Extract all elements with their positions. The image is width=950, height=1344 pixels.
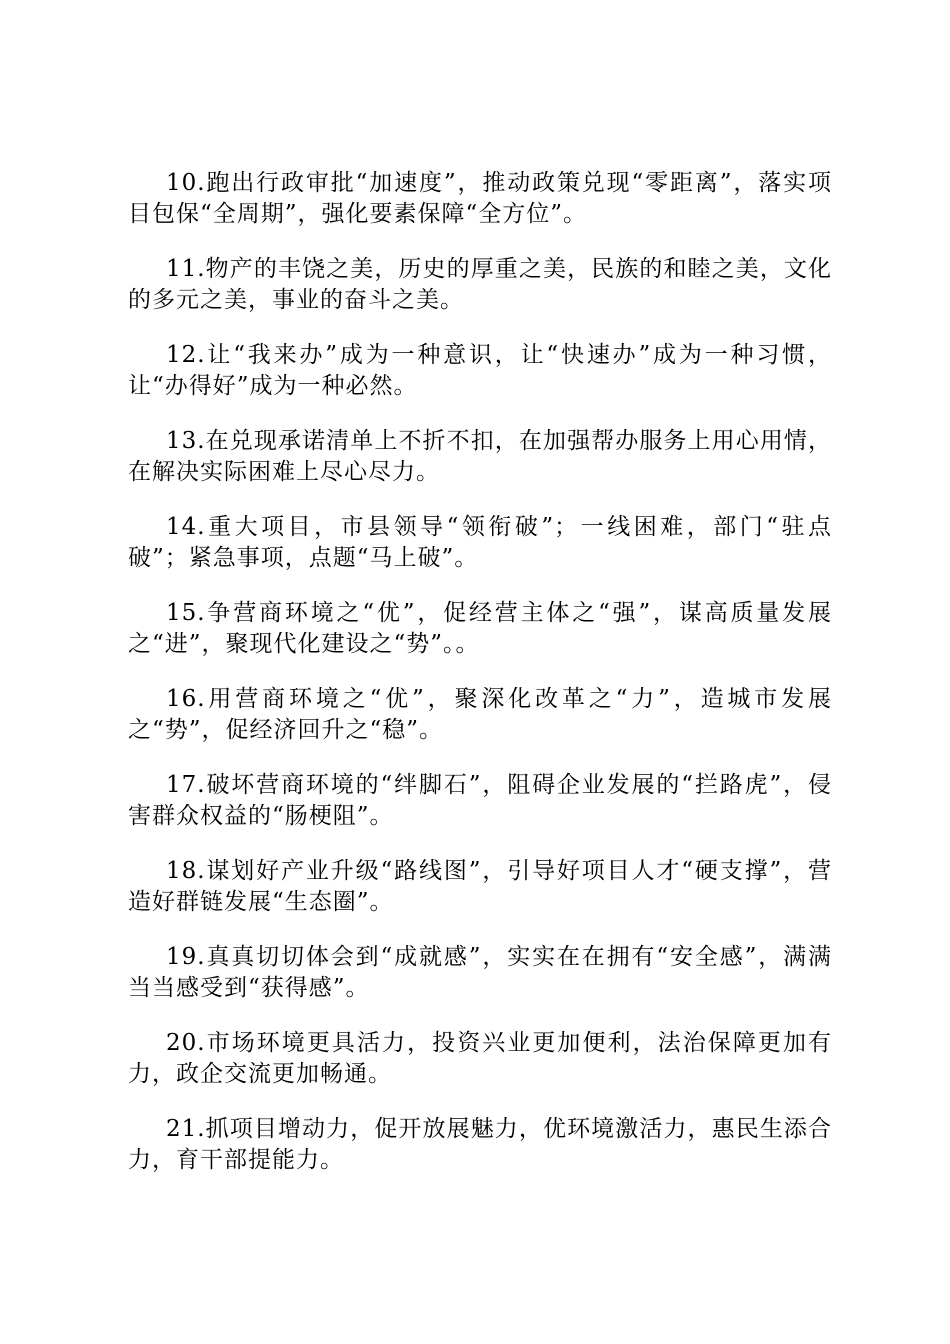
- paragraph-15: 15.争营商环境之“优”，促经营主体之“强”，谋高质量发展之“进”，聚现代化建设之“势”。。: [128, 600, 832, 657]
- paragraph-19: 19.真真切切体会到“成就感”，实实在在拥有“安全感”，满满当当感受到“获得感”。: [128, 944, 832, 1001]
- paragraph-11: 11.物产的丰饶之美，历史的厚重之美，民族的和睦之美，文化的多元之美，事业的奋斗之美。: [128, 256, 832, 313]
- paragraph-12: 12.让“我来办”成为一种意识，让“快速办”成为一种习惯，让“办得好”成为一种必然。: [128, 342, 832, 399]
- document-body: [128, 168, 832, 1200]
- paragraph-21: 21.抓项目增动力，促开放展魅力，优环境激活力，惠民生添合力，育干部提能力。: [128, 1116, 832, 1173]
- paragraph-13: 13.在兑现承诺清单上不折不扣，在加强帮办服务上用心用情，在解决实际困难上尽心尽力。: [128, 428, 832, 485]
- paragraph-18: 18.谋划好产业升级“路线图”，引导好项目人才“硬支撑”，营造好群链发展“生态圈”。: [128, 858, 832, 915]
- paragraph-17: 17.破坏营商环境的“绊脚石”，阻碍企业发展的“拦路虎”，侵害群众权益的“肠梗阻”。: [128, 772, 832, 829]
- paragraph-10: 10.跑出行政审批“加速度”，推动政策兑现“零距离”，落实项目包保“全周期”，强化要素保障“全方位”。: [128, 170, 832, 227]
- paragraph-14: 14.重大项目，市县领导“领衔破”；一线困难，部门“驻点破”；紧急事项，点题“马上破”。: [128, 514, 832, 571]
- paragraph-16: 16.用营商环境之“优”，聚深化改革之“力”，造城市发展之“势”，促经济回升之“稳”。: [128, 686, 832, 743]
- paragraph-20: 20.市场环境更具活力，投资兴业更加便利，法治保障更加有力，政企交流更加畅通。: [128, 1030, 832, 1087]
